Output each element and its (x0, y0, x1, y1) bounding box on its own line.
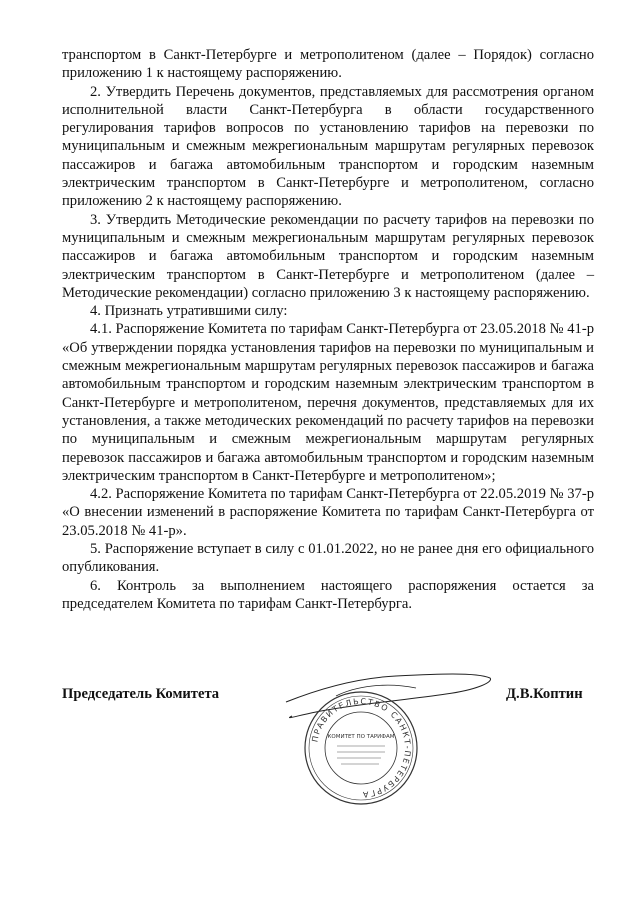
round-seal (305, 692, 417, 804)
paragraph-4-2: 4.2. Распоряжение Комитета по тарифам Санкт-Петербурга от 22.05.2019 № 37-р «О внесении изменений в распоряжение Комитета по тарифам Санкт-Петербурга от 23.05.2018 № 41-р». (62, 486, 594, 539)
paragraph-6: 6. Контроль за выполнением настоящего распоряжения остается за председателем Комитета по тарифам Санкт-Петербурга. (62, 577, 594, 612)
seal-inner-text: КОМИТЕТ ПО ТАРИФАМ (327, 734, 395, 740)
paragraph-4: 4. Признать утратившими силу: (90, 303, 288, 320)
official-stamp-with-signature (276, 660, 496, 810)
paragraph-4-1: 4.1. Распоряжение Комитета по тарифам Санкт-Петербурга от 23.05.2018 № 41-р «Об утверждении порядка установления тарифов на перевозки по муниципальным и смежным межрегиональным маршрутам регулярных перевозок пассажиров и багажа автомобильным транспортом и городским наземным электрическим транспортом в Санкт-Петербурге и метрополитеном, перечня документов, представляемых для их установления, а также методических рекомендаций по расчету тарифов на перевозки по муниципальным и смежным межрегиональным маршрутам регулярных перевозок пассажиров и багажа автомобильным транспортом и городским наземным электрическим транспортом в Санкт-Петербурге и метрополитеном»; (62, 321, 594, 484)
signatory-position: Председатель Комитета (62, 686, 220, 702)
seal-outer-text-path: ПРАВИТЕЛЬСТВО САНКТ-ПЕТЕРБУРГА (310, 696, 413, 800)
paragraph-3: 3. Утвердить Методические рекомендации по расчету тарифов на перевозки по муниципальным и смежным межрегиональным маршрутам регулярных перевозок пассажиров и багажа автомобильным транспортом и городским наземным электрическим транспортом в Санкт-Петербурге и метрополитеном (далее – Методические рекомендации) согласно приложению 3 к настоящему распоряжению. (62, 211, 594, 301)
paragraph-1-continuation: транспортом в Санкт-Петербурге и метрополитеном (далее – Порядок) согласно приложению 1 к настоящему распоряжению. (62, 47, 594, 82)
paragraph-2: 2. Утвердить Перечень документов, представляемых для рассмотрения органом исполнительной власти Санкт-Петербурга в области государственного регулирования тарифов вопросов по установлению тарифов на перевозки по муниципальным и смежным межрегиональным маршрутам регулярных перевозок пассажиров и багажа автомобильным транспортом и городским наземным электрическим транспортом в Санкт-Петербурге и метрополитеном, согласно приложению 2 к настоящему распоряжению. (62, 83, 594, 210)
paragraph-5: 5. Распоряжение вступает в силу с 01.01.2022, но не ранее дня его официального опубликования. (62, 541, 594, 576)
signatory-name: Д.В.Коптин (506, 686, 583, 702)
document-body (62, 46, 594, 613)
